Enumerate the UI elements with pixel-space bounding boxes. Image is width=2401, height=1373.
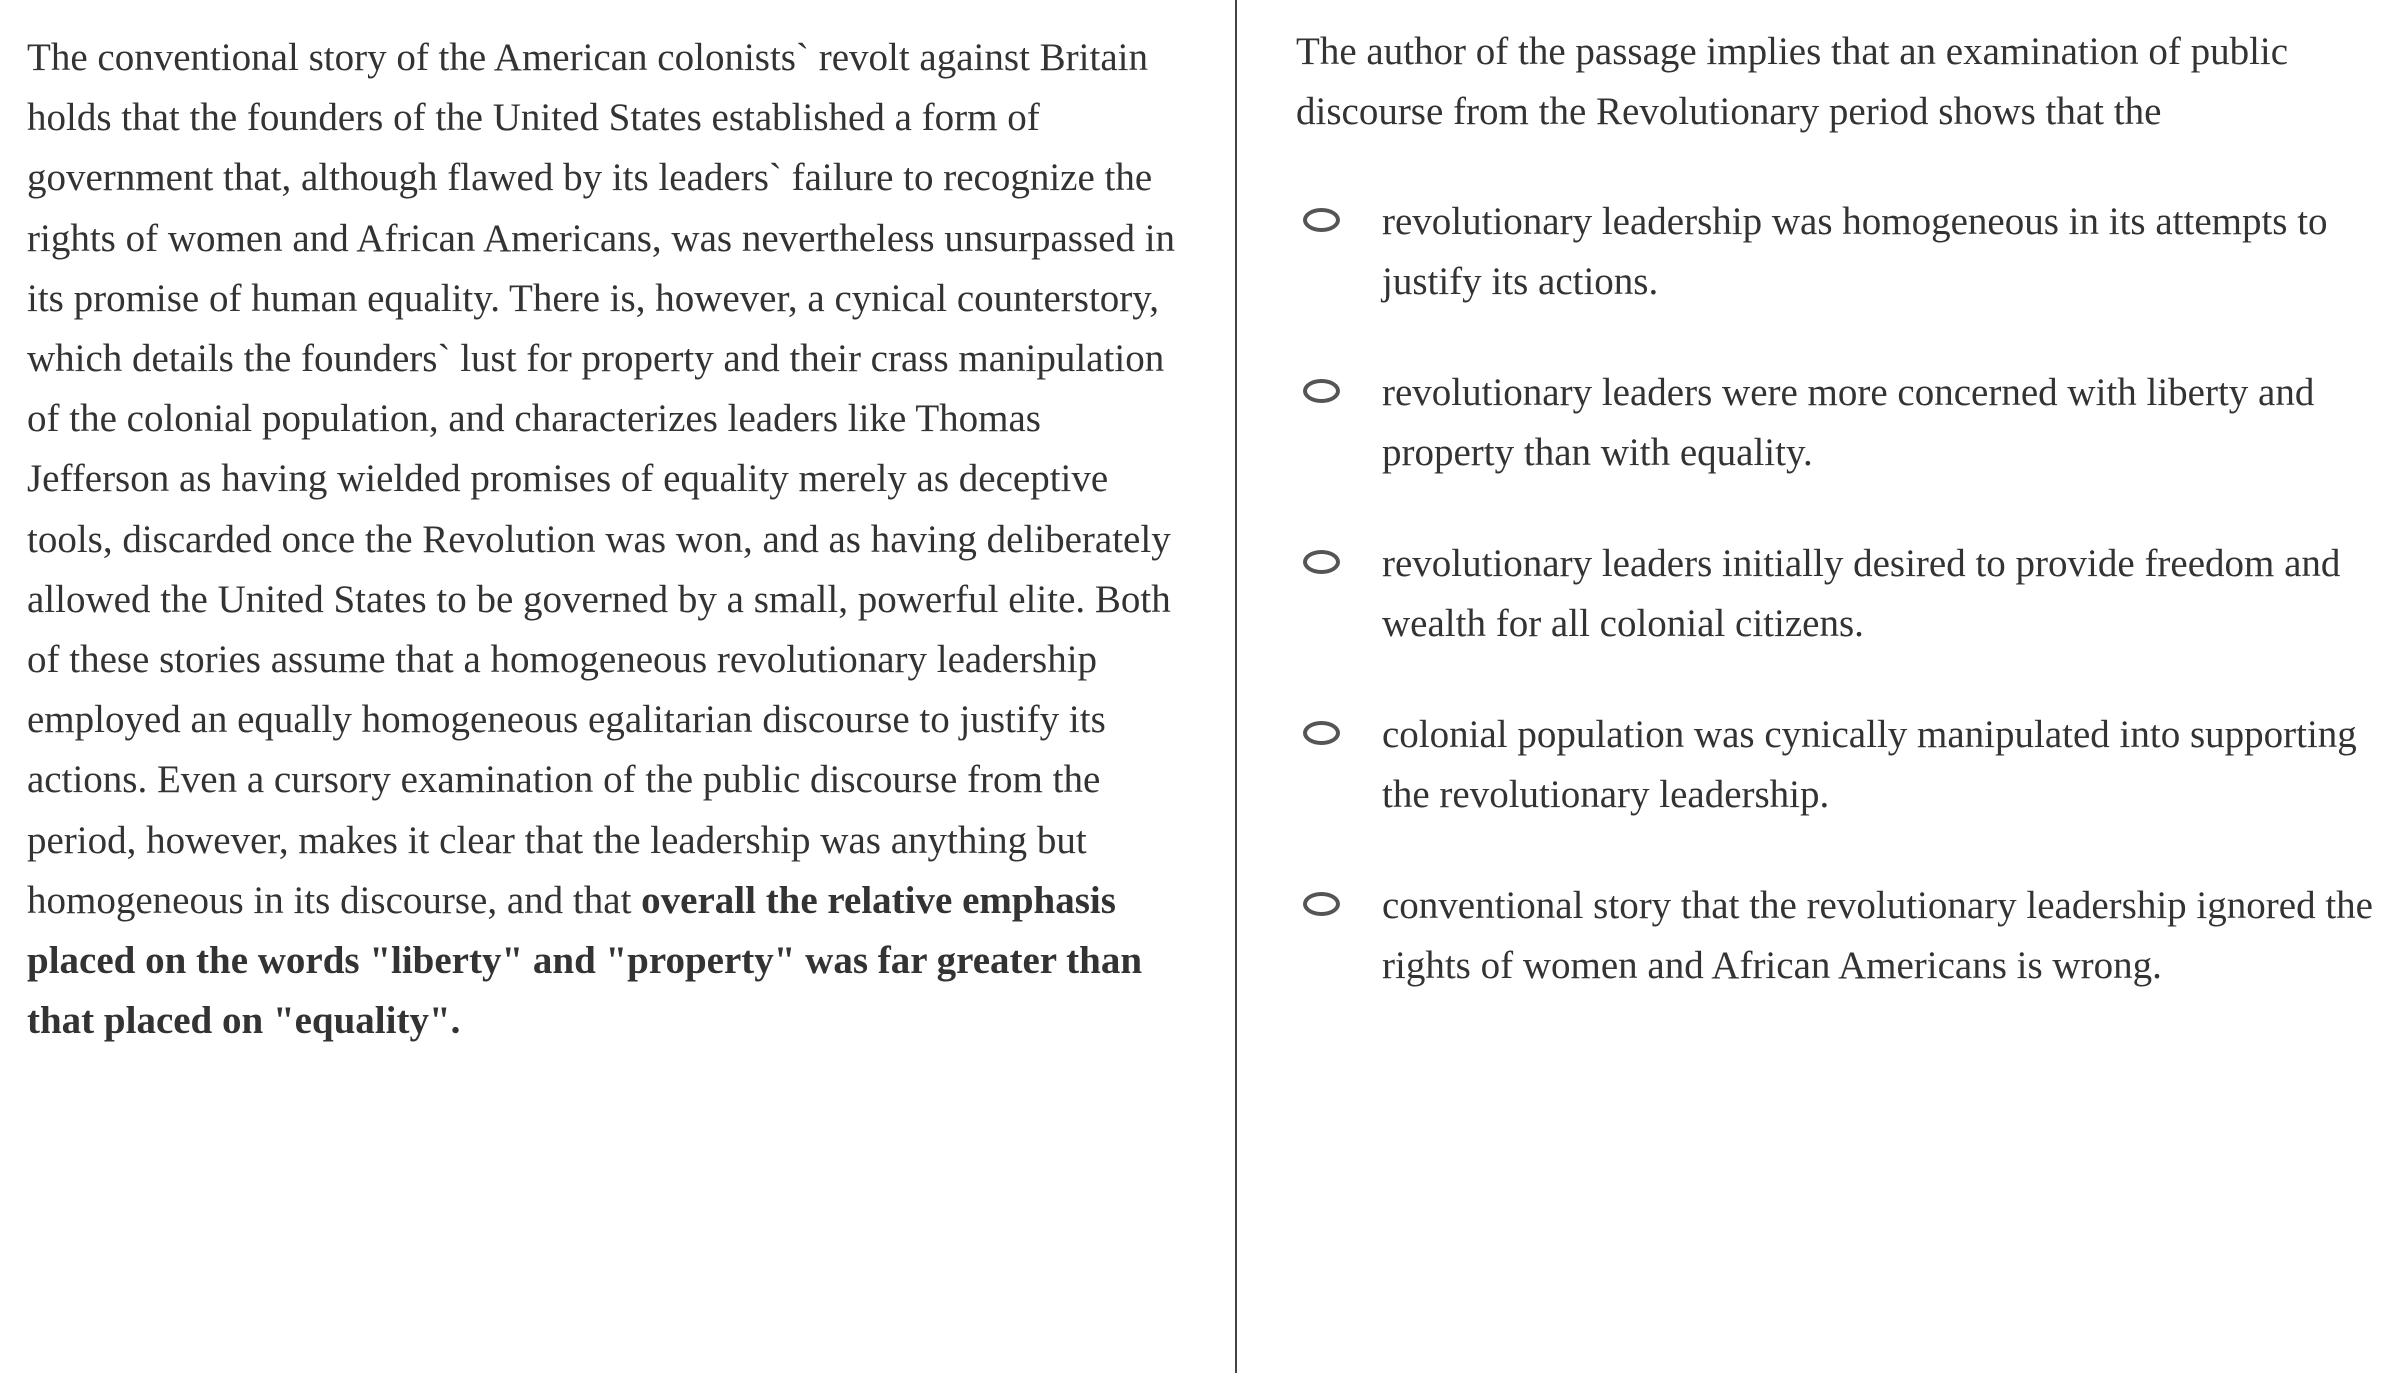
radio-button-icon[interactable] — [1303, 379, 1340, 403]
passage-highlighted-text: overall the relative emphasis placed on the words "liberty" and "property" was far greater than that placed on "equality". — [27, 878, 1143, 1043]
reading-passage — [27, 28, 1177, 1051]
radio-button-icon[interactable] — [1303, 892, 1340, 916]
answer-choices — [1296, 192, 2391, 1047]
pane-divider[interactable] — [1235, 0, 1237, 1373]
choice-label: revolutionary leaders were more concerned with liberty and property than with equality. — [1382, 371, 2315, 474]
question-pane — [1296, 22, 2391, 1047]
choice-label: revolutionary leadership was homogeneous in its attempts to justify its actions. — [1382, 200, 2328, 303]
choice-label: colonial population was cynically manipulated into supporting the revolutionary leadership. — [1382, 713, 2357, 816]
answer-choice-d[interactable] — [1296, 705, 2391, 876]
answer-choice-a[interactable] — [1296, 192, 2391, 363]
choice-label: conventional story that the revolutionary leadership ignored the rights of women and African Americans is wrong. — [1382, 884, 2373, 987]
radio-button-icon[interactable] — [1303, 721, 1340, 745]
passage-text: The conventional story of the American colonists` revolt against Britain holds that the founders of the United States established a form of government that, although flawed by its leaders` failure to recognize the rights of women and African Americans, was nevertheless unsurpassed in its promise of human equality. There is, however, a cynical counterstory, which details the founders` lust for property and their crass manipulation of the colonial population, and characterizes leaders like Thomas Jefferson as having wielded promises of equality merely as deceptive tools, discarded once the Revolution was won, and as having deliberately allowed the United States to be governed by a small, powerful elite. Both of these stories assume that a homogeneous revolutionary leadership employed an equally homogeneous egalitarian discourse to justify its actions. Even a cursory examination of the public discourse from the period, however, makes it clear that the leadership was anything but homogeneous in its discourse, and that — [27, 36, 1176, 922]
radio-button-icon[interactable] — [1303, 208, 1340, 232]
answer-choice-b[interactable] — [1296, 363, 2391, 534]
answer-choice-c[interactable] — [1296, 534, 2391, 705]
choice-label: revolutionary leaders initially desired to provide freedom and wealth for all colonial citizens. — [1382, 542, 2341, 645]
answer-choice-e[interactable] — [1296, 876, 2391, 1047]
radio-button-icon[interactable] — [1303, 550, 1340, 574]
question-stem: The author of the passage implies that an examination of public discourse from the Revolutionary period shows that the — [1296, 30, 2289, 133]
